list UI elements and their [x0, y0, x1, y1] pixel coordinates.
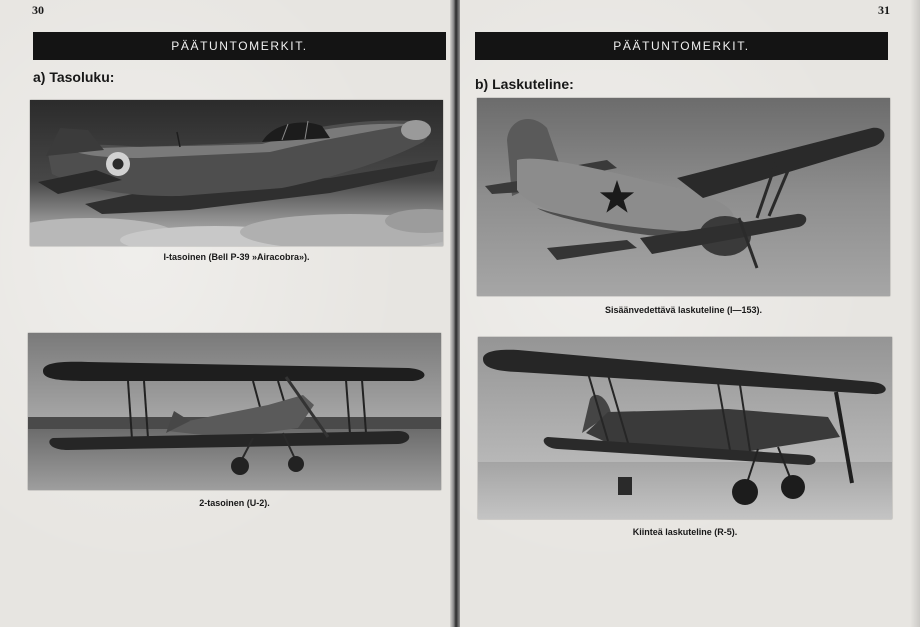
tail-skid: [618, 477, 632, 495]
wheel: [781, 475, 805, 499]
chapter-header-bar: PÄÄTUNTOMERKIT.: [33, 32, 446, 60]
wheel: [231, 457, 249, 475]
figure-caption: Sisäänvedettävä laskuteline (I—153).: [604, 305, 763, 315]
figure-caption: Kiinteä laskuteline (R-5).: [632, 527, 738, 537]
figure-photo-fixed-gear: [478, 337, 892, 519]
figure-photo-retractable-gear: [477, 98, 890, 296]
propeller-spinner: [401, 120, 431, 140]
page-number: 31: [878, 3, 890, 17]
section-heading: b) Laskuteline:: [475, 76, 574, 92]
page-number: 30: [32, 3, 44, 17]
right-page: [460, 0, 920, 627]
figure-photo-monoplane: [30, 100, 443, 246]
roundel-center: [113, 159, 124, 170]
wheel: [732, 479, 758, 505]
section-heading: a) Tasoluku:: [33, 69, 115, 85]
chapter-header-bar: PÄÄTUNTOMERKIT.: [475, 32, 888, 60]
figure-caption: 2-tasoinen (U-2).: [199, 498, 270, 508]
figure-caption: I-tasoinen (Bell P-39 »Airacobra»).: [163, 252, 310, 262]
wheel: [288, 456, 304, 472]
left-page: [0, 0, 453, 627]
ground: [478, 462, 892, 519]
page-edge-shadow: [910, 0, 920, 627]
figure-photo-biplane: [28, 333, 441, 490]
